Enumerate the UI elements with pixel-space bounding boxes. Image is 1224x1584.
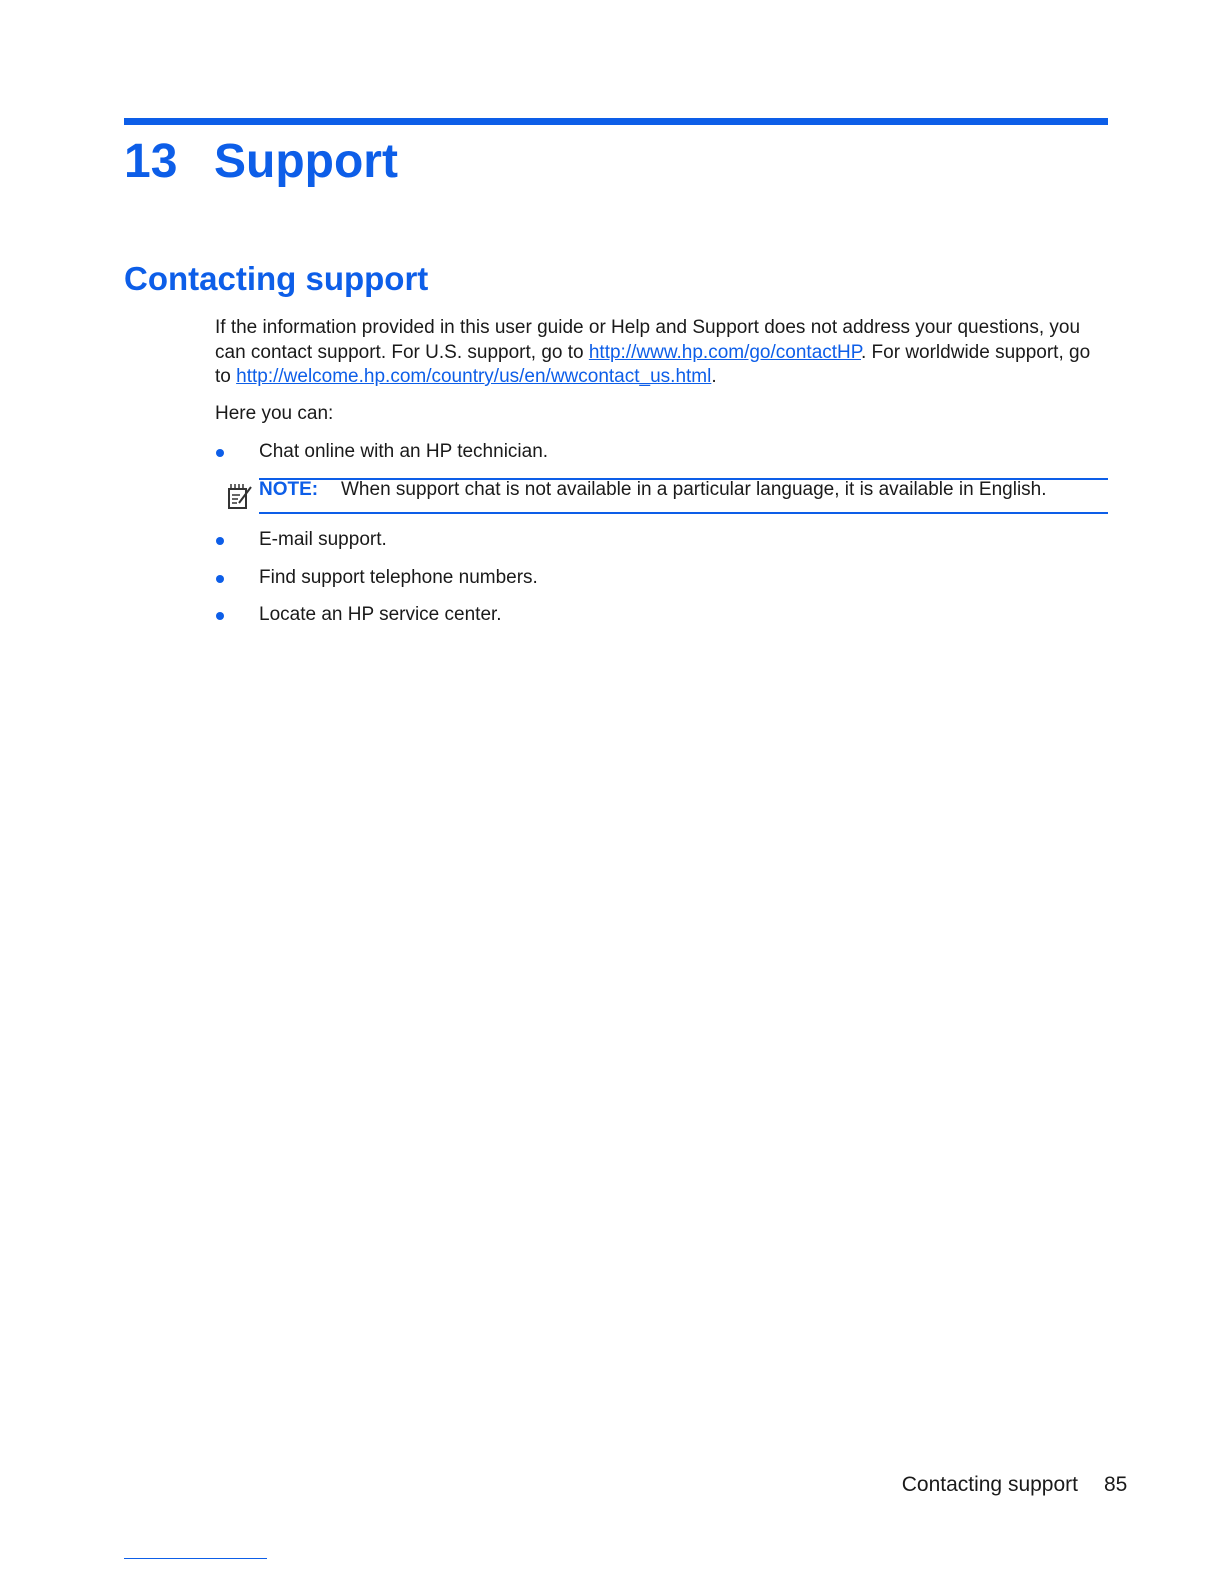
intro-text-3: . [711, 366, 717, 387]
bullet-icon [216, 537, 224, 545]
bullet-icon [216, 449, 224, 457]
note-icon [227, 482, 253, 510]
intro-text-1: If the information provided in this user guide or Help and Support does not address your questions, you can contact support. For U.S. support, go to [215, 317, 1081, 363]
chapter-name: Support [214, 135, 398, 188]
list-item-text: Chat online with an HP technician. [259, 441, 549, 462]
intro-paragraph [215, 316, 1095, 390]
bullet-icon [216, 575, 224, 583]
chapter-number: 13 [124, 135, 178, 188]
page-number: 85 [1104, 1473, 1128, 1496]
worldwide-contact-link[interactable]: http://welcome.hp.com/country/us/en/wwcontact_us.html [236, 366, 712, 387]
note-label: NOTE: [259, 479, 319, 500]
bullet-icon [216, 612, 224, 620]
here-you-can: Here you can: [215, 403, 334, 424]
list-item-text: Find support telephone numbers. [259, 567, 538, 588]
footer-rule [124, 1558, 267, 1559]
note-text: When support chat is not available in a particular language, it is available in English. [341, 479, 1047, 500]
list-item-text: E-mail support. [259, 529, 387, 550]
section-title: Contacting support [124, 260, 429, 297]
list-item-text: Locate an HP service center. [259, 604, 502, 625]
intro-text-2: . For worldwide support, go to [215, 341, 1091, 387]
note-box [259, 478, 1108, 514]
footer-section-title: Contacting support [901, 1473, 1078, 1496]
contact-hp-link[interactable]: http://www.hp.com/go/contactHP [588, 341, 861, 363]
chapter-title [124, 134, 398, 190]
chapter-rule [124, 118, 1108, 125]
